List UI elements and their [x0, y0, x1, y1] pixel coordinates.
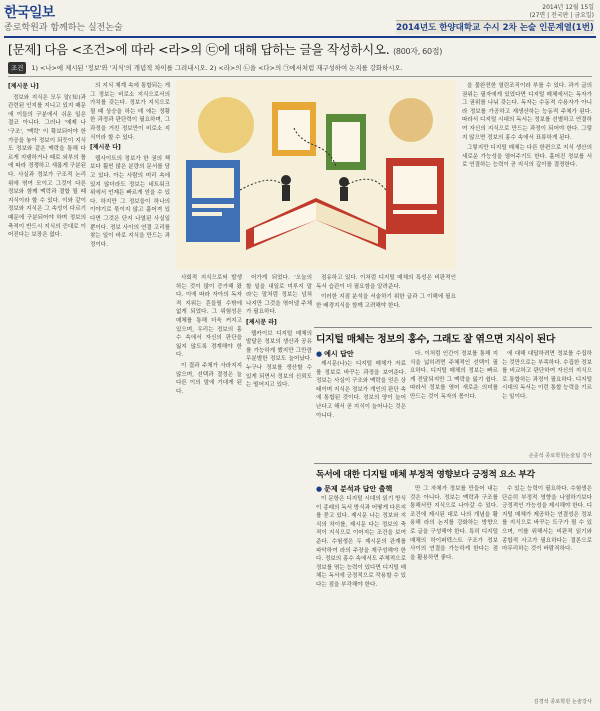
passage-text: 어가게 되었다. '오늘의 할 일을 내일로 미루지 말라'는 말처럼 정보는 넘쳐나지만 그것을 엮어낼 주체가 필요하다.: [246, 275, 312, 316]
analysis-text: 만 그 자체가 정보를 만들어 내는 것은 아니다. 정보는 맥락과 구조를 통해서만 지식으로 나아갈 수 있다. 조건에 제시된 대로 나의 개념을 활용해 라의 논지를 강화하는 방향으로 글을 구성해야 한다. 특히 디지털 매체의 하이퍼텍스트 구조가 정보 사이의 연결을 가능하게 한다는 점을 활용하면 좋다.: [410, 486, 498, 561]
passage-heading: [제시문 라]: [246, 318, 277, 326]
passage-text: 웹카이브 디지털 매체의 발달은 정보의 생산과 공유를 가능하게 했지만 그만큼 무분별한 정보도 늘어났다. 누구나 정보를 생산할 수 있게 되면서 정보의 신뢰도는 떨어지고 있다.: [246, 330, 312, 389]
date: 2014년 12월 15일: [542, 4, 594, 11]
column-5: [316, 274, 456, 318]
column-6: [462, 82, 592, 326]
topic-banner: 2014년도 한양대학교 수시 2차 논술 인문계열(1번): [396, 20, 594, 34]
question-meta: (800자, 60점): [393, 47, 443, 56]
passage-heading: [제시문 다]: [90, 144, 121, 152]
passage-text: 정보와 지식은 모두 알(知)과 관련된 인지를 지니고 있지 때문에 이들의 구분에서 쉬운 일은 결코 아니다. 그러나 '예제 나 '구조', '맥락' 이 확보되어야 한 가공을 놓아 정보이 되듯이 지식도 정보와 같은 맥락을 통해 다르게 지탱하거나 때로 외부의 틀에 따라 경쟁하고 새롭게 구분된다. 사실과 정보가 구조적 논리 위에 엮여 모이고 그것이 다른 정보와 함께 맥락과 결합 될 때 지식이라 할 수 있다. 이와 같이 정보와 지식은 그 속성이 다르기 때문에 구분되어야 하며 정보의 축적이 반드시 지식의 증대로 이어진다는 보장은 없다.: [8, 94, 86, 239]
passage-text: 사회적 지식으로써 발생하는 것이 많이 증가해 왔다. 이에 따라 자아의 독자적 지위는 흔들릴 수밖에 없게 되었다. 그 위험성은 매체를 통해 더욱 커지고 있으며, 우리는 정보의 홍수 속에서 자신의 판단을 잃지 않도록 경계해야 한다.: [176, 275, 242, 359]
section-1-headline: 디지털 매체는 정보의 홍수, 그래도 잘 엮으면 지식이 된다: [316, 334, 556, 345]
section-1-rule: [314, 327, 592, 328]
section-2-rule: [314, 463, 592, 464]
subhead-label: 문제 분석과 답안 출핵: [324, 485, 393, 493]
section-1-col-b: [410, 350, 498, 460]
section-1-subhead: [316, 349, 406, 359]
question-text: [문제] 다음 <조건>에 따라 <라>의 ㉢에 대해 답하는 글을 작성하시오.: [8, 42, 390, 57]
section-2-col-c: [502, 485, 592, 693]
question-rule: [8, 76, 592, 77]
column-1: [8, 82, 86, 317]
passage-text: 이 결과 주체가 사라지지 않으며, 선택과 결정은 늘 다른 이의 말에 기대게 된다.: [176, 362, 242, 395]
passage-heading: [제시문 나]: [8, 83, 39, 90]
condition-text: 1) <나>에 제시된 '정보'와 '지식'의 개념적 차이를 그려내시오. 2) <라>의 ㉡을 <다>의 ㉠에서처럼 재구성하여 논지를 강화하시오.: [31, 64, 403, 72]
bullet-icon: ●: [316, 485, 323, 493]
date-sub: (27면 | 전국판 | 금요일): [529, 12, 594, 19]
column-3: [176, 274, 242, 395]
question-title: [8, 40, 592, 60]
column-2: [90, 82, 170, 317]
passage-text: 이러한 지점 분석을 서술하기 위한 글과 그 이해에 필요한 배경지식을 함께 고려해야 한다.: [316, 294, 456, 309]
passage-text: 의 지식 체계 속에 통합되는 게 그 정보는 비로소 지식으로서의 가치를 갖는다. 정보가 지식으로 될 때 상승을 하는 데 에는 정황한 과정과 판단력이 필요하며, 그 과정을 거친 정보만이 비로소 지식이라 할 수 있다.: [90, 83, 170, 141]
series-tagline: 종로학원과 함께하는 실전논술: [4, 23, 123, 33]
passage-text: 점유하고 있다. 이처럼 디지털 매체의 특성은 비판적인 독서 습관이 더 필요함을 알려준다.: [316, 275, 456, 290]
masthead: [0, 0, 600, 34]
newspaper-logo: 한국일보: [4, 5, 55, 21]
condition-line: [8, 62, 592, 74]
answer-text: 에 대해 대답하려면 정보를 수집하는 것만으로는 부족하다. 수집한 정보를 비교하고 판단하여 자신의 지식으로 통합하는 과정이 필요하다. 디지털 시대의 독서는 이런 통합 능력을 기르는 일이다.: [502, 351, 592, 400]
section-2-col-b: [410, 485, 498, 700]
section-2-col-a: [316, 495, 406, 700]
top-rule: [4, 36, 596, 38]
column-4: [246, 274, 312, 389]
analysis-text: 이 문항은 디지털 시대의 읽기 방식이 종래의 독서 방식과 어떻게 다른지를 묻고 있다. 제시문 나는 정보와 지식의 차이를, 제시문 다는 정보의 축적이 지식으로 이어지는 조건을 보여준다. 수험생은 두 제시문의 관계를 파악하여 라의 주장을 재구성해야 한다. 정보의 홍수 속에서도 주체적으로 정보를 엮는 능력이 있다면 디지털 매체는 독서에 긍정적으로 작용할 수 있다는 점을 부각해야 한다.: [316, 496, 406, 588]
passage-text: 을 불완전한 열린조직이라 부를 수 있다. 과거 글의 권위는 필자에게 있었다면 디지털 매체에서는 독자가 그 권위를 나눠 갖는다. 독자는 수동적 수용자가 아니라 정보를 가공하고 재생산하는 능동적 주체가 된다. 따라서 디지털 시대의 독서는 정보를 선별하고 연결하여 자신의 지식으로 만드는 과정이 되어야 한다. 그렇지 않으면 정보의 홍수 속에서 표류하게 된다.: [462, 83, 592, 141]
section-2-headline: 독서에 대한 디지털 매체 부정적 영향보다 긍정적 요소 부각: [316, 470, 535, 480]
section-2-subhead: [316, 484, 406, 494]
analysis-text: 수 있는 능력이 필요하다. 수험생은 단순히 부정적 영향을 나열하기보다 긍정적인 가능성을 제시해야 한다. 디지털 매체가 제공하는 연결성은 정보를 지식으로 바꾸는 도구가 될 수 있으며, 이를 위해서는 비판적 읽기와 종합적 사고가 필요하다는 결론으로 마무리하는 것이 바람직하다.: [502, 486, 592, 553]
section-1-col-c: [502, 350, 592, 450]
book-illustration-svg: [176, 80, 456, 270]
answer-text: 제시문(나)는 디지털 매체가 자료를 정보로 바꾸는 과정을 보여준다. 정보는 사실이 구조와 맥락을 얻은 상태이며 지식은 정보가 개인의 판단 속에 통합된 것이다. 정보의 양이 늘어난다고 해서 곧 지식이 늘어나는 것은 아니다.: [316, 361, 406, 419]
answer-text: 다. 이처럼 인간이 정보를 통해 지식을 넓히려면 주체적인 선택이 필요하다. 디지털 매체의 정보는 빠르게 전달되지만 그 맥락을 잃기 쉽다. 따라서 정보를 엮어 새로운 의미를 만드는 것이 독자의 몫이다.: [410, 351, 498, 400]
section-2-byline: 김경석 종로학원 논술강사: [533, 699, 592, 705]
section-1-byline: 손준석 종로학원논술팀 강사: [528, 453, 592, 459]
book-illustration: [176, 80, 456, 270]
section-1-col-a: [316, 360, 406, 460]
bullet-icon: ●: [316, 350, 323, 358]
passage-text: 웹사이트의 정보가 한 권의 책보다 훨씬 많은 분량의 문서를 담고 있다. 아는 사람의 머리 속에 있지 않더라도 정보는 네트워크 위에서 언제든 빠르게 얻을 수 있다. 하지만 그 정보들이 하나의 이야기로 묶이지 않고 흩어져 있다면 그것은 단지 나열된 사실일 뿐이다. 정보 사이의 연결 고리를 찾는 일이 바로 지식을 만드는 과정이다.: [90, 155, 170, 248]
dateline: [529, 4, 594, 20]
subhead-label: 예시 답안: [324, 350, 354, 358]
passage-text: 그렇지만 디지털 매체는 다른 한편으로 지식 생산의 새로운 가능성을 열어주기도 한다. 흩어진 정보를 서로 연결하는 능력이 곧 지식의 깊이를 결정한다.: [462, 145, 592, 169]
condition-tag: 조건: [8, 62, 26, 74]
